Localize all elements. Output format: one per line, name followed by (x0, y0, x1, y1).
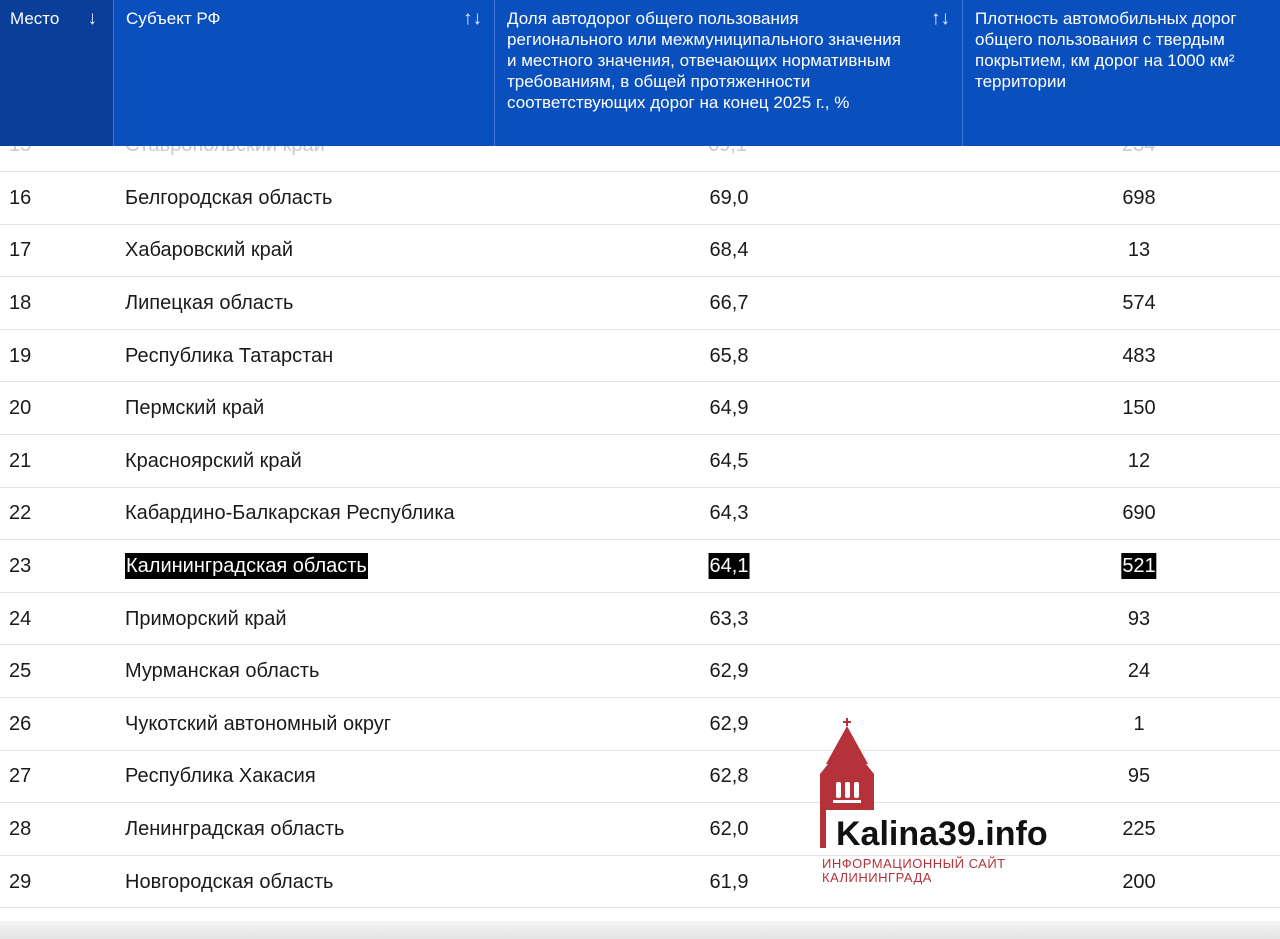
density-cell: 1 (1133, 712, 1145, 735)
share-cell: 63,3 (709, 607, 749, 630)
region-cell: Красноярский край (125, 449, 302, 472)
density-cell: 698 (1122, 186, 1156, 209)
rank-cell: 17 (9, 239, 32, 262)
rank-cell: 25 (9, 660, 32, 683)
header-rank[interactable] (0, 0, 114, 146)
row-divider (0, 171, 1280, 172)
density-cell: 574 (1122, 291, 1156, 314)
table-row (0, 698, 1280, 751)
table-body (0, 172, 1280, 908)
density-cell: 24 (1127, 660, 1151, 683)
share-cell: 62,8 (709, 765, 749, 788)
region-cell: Чукотский автономный округ (125, 712, 392, 735)
table-row (0, 382, 1280, 435)
share-cell: 62,9 (709, 712, 749, 735)
rank-cell: 21 (9, 449, 32, 472)
table-row (0, 435, 1280, 488)
table-row (0, 803, 1280, 856)
density-cell: 93 (1127, 607, 1151, 630)
share-cell: 62,0 (709, 817, 749, 840)
density-cell: 690 (1122, 502, 1156, 525)
table-row (0, 856, 1280, 909)
density-cell: 200 (1122, 870, 1156, 893)
rank-cell: 20 (9, 397, 32, 420)
rank-cell: 22 (9, 502, 32, 525)
region-cell: Республика Хакасия (125, 765, 316, 788)
share-cell: 64,5 (709, 449, 749, 472)
region-cell: Хабаровский край (125, 239, 294, 262)
rank-cell: 18 (9, 291, 32, 314)
header-region[interactable] (114, 0, 495, 146)
header-region-label: Субъект РФ (126, 9, 221, 28)
density-cell: 521 (1122, 554, 1156, 577)
rank-cell: 29 (9, 870, 32, 893)
share-cell: 69,0 (709, 186, 749, 209)
rank-cell: 23 (9, 554, 32, 577)
sort-both-icon[interactable]: ↑↓ (463, 8, 482, 29)
region-cell: Республика Татарстан (125, 344, 334, 367)
region-cell: Мурманская область (125, 660, 320, 683)
density-cell: 12 (1127, 449, 1151, 472)
table-header (0, 0, 1280, 146)
region-cell: Ленинградская область (125, 817, 345, 840)
table-row (0, 330, 1280, 383)
density-cell: 13 (1127, 239, 1151, 262)
header-density (963, 0, 1280, 146)
watermark-subtitle-1: ИНФОРМАЦИОННЫЙ САЙТ (822, 856, 1006, 871)
density-cell: 225 (1122, 817, 1156, 840)
rank-cell: 16 (9, 186, 32, 209)
bottom-scroll-bar (0, 921, 1280, 939)
share-cell: 61,9 (709, 870, 749, 893)
density-cell: 483 (1122, 344, 1156, 367)
table-row (0, 751, 1280, 804)
table-row (0, 488, 1280, 541)
region-cell: Липецкая область (125, 291, 294, 314)
region-cell: Приморский край (125, 607, 287, 630)
rank-cell: 19 (9, 344, 32, 367)
table-row (0, 225, 1280, 278)
share-cell: 66,7 (709, 291, 749, 314)
table-row-clipped (0, 146, 1280, 172)
watermark-subtitle-2: КАЛИНИНГРАДА (822, 870, 932, 885)
header-share-label: Доля автодорог общего пользования регионального или межмуниципального значения и местного значения, отвечающих нормативным требованиям, в общей протяженности соответствующих дорог на конец 2025 г., % (507, 9, 901, 112)
region-cell: Новгородская область (125, 870, 334, 893)
table-row (0, 593, 1280, 646)
sort-both-icon[interactable]: ↑↓ (931, 8, 950, 29)
share-cell: 64,1 (709, 554, 749, 577)
header-share[interactable] (495, 0, 963, 146)
table-row-highlighted (0, 540, 1280, 593)
kalina39-watermark (816, 718, 1076, 888)
density-cell: 95 (1127, 765, 1151, 788)
share-cell: 68,4 (709, 239, 749, 262)
rank-cell: 28 (9, 817, 32, 840)
region-cell: Белгородская область (125, 186, 333, 209)
rank-cell: 27 (9, 765, 32, 788)
share-cell: 64,9 (709, 397, 749, 420)
table-row (0, 645, 1280, 698)
density-cell: 150 (1122, 397, 1156, 420)
header-rank-label: Место (10, 9, 60, 28)
share-cell: 64,3 (709, 502, 749, 525)
rank-cell: 26 (9, 712, 32, 735)
table-row (0, 277, 1280, 330)
region-cell: Кабардино-Балкарская Республика (125, 502, 455, 525)
share-cell: 62,9 (709, 660, 749, 683)
watermark-title: Kalina39.info (836, 815, 1048, 853)
region-cell: Пермский край (125, 397, 265, 420)
share-cell: 65,8 (709, 344, 749, 367)
header-density-label: Плотность автомобильных дорог общего пользования с твердым покрытием, км дорог на 1000 км² территории (975, 9, 1237, 91)
sort-down-icon[interactable]: ↓ (87, 8, 97, 29)
region-cell: Калининградская область (126, 554, 367, 577)
table-row (0, 172, 1280, 225)
rank-cell: 24 (9, 607, 32, 630)
